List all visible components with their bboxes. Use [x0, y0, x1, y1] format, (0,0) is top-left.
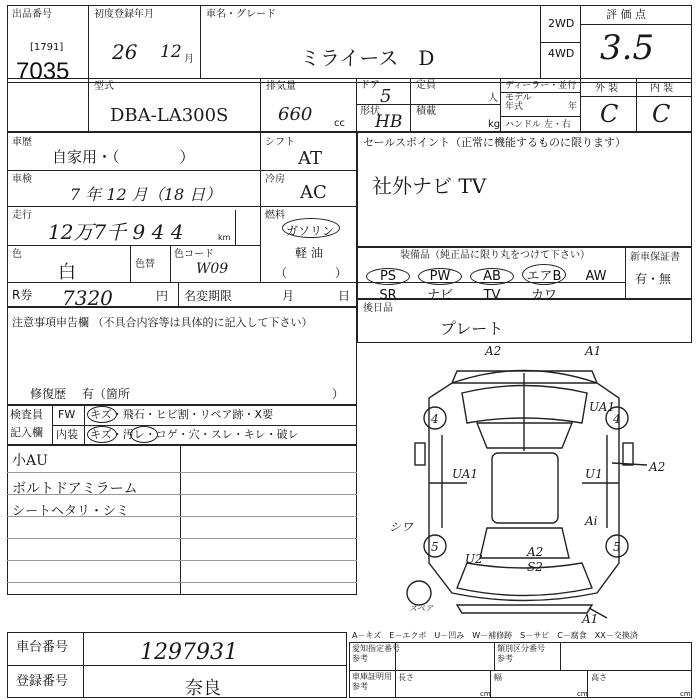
- color-value: 白: [58, 262, 76, 283]
- warranty-label: 新車保証書: [630, 252, 680, 263]
- inspection-value: 7 年 12 月（18 日）: [70, 185, 222, 204]
- damage-legend: A－キズ E－エクボ U－凹み W－補修跡 S－サビ C－腐食 XX－交換済: [352, 631, 638, 640]
- note-rule-line: [7, 560, 357, 561]
- damage-label: Ai: [585, 514, 598, 528]
- usage-value: 自家用・（ ）: [52, 148, 195, 166]
- equipment-item: ナビ: [426, 288, 453, 303]
- exterior-grade: C: [600, 100, 619, 128]
- note-rule-line: [7, 472, 357, 473]
- damage-label: シワ: [389, 520, 414, 534]
- height-label: 高さ: [591, 673, 607, 682]
- handwritten-note-3: シートヘタリ・シミ: [12, 504, 130, 519]
- model-year-label: モデル 年式: [505, 93, 532, 112]
- body-type: HB: [375, 112, 403, 132]
- damage-label: S2: [527, 560, 543, 574]
- door-count: 5: [380, 86, 392, 107]
- width-label: 幅: [494, 673, 502, 682]
- handle-label: ハンドル 左・右: [505, 120, 571, 130]
- first-registration-year: 26: [112, 40, 138, 64]
- equipment-item: AW: [585, 269, 607, 284]
- capacity-label: 定員: [416, 80, 436, 91]
- damage-label: U2: [465, 552, 483, 566]
- first-registration-month: 12: [160, 42, 182, 62]
- length-cm: cm: [480, 690, 491, 698]
- registration-number: 奈良: [185, 678, 221, 699]
- damage-label: A1: [582, 612, 599, 625]
- equipment-item: SR: [379, 288, 397, 303]
- damage-label: 4: [613, 412, 621, 426]
- warranty-value: 有・無: [635, 272, 672, 286]
- displacement: 660: [278, 104, 313, 125]
- damage-label: A2: [649, 460, 666, 474]
- month-suffix: 月: [184, 54, 194, 65]
- equipment-item: TV: [483, 288, 501, 303]
- color-change-label: 色替: [135, 259, 155, 270]
- equipment-label: 装備品（純正品に限り丸をつけて下さい）: [400, 250, 590, 261]
- garage-cert-label: 車庫証明用 参考: [352, 672, 392, 691]
- body-label: 形状: [360, 106, 380, 117]
- cc-unit: cc: [334, 118, 345, 129]
- chassis-label: 車台番号: [16, 640, 69, 655]
- name-change-month: 月: [282, 289, 295, 303]
- length-label: 長さ: [398, 673, 414, 682]
- equipment-item: PW: [418, 268, 462, 285]
- interior-check-label: 内装: [56, 428, 78, 441]
- fuel-other: （ ）: [275, 266, 348, 280]
- shop-code-label: 愛知指定番号 参考: [352, 644, 400, 663]
- width-cm: cm: [577, 690, 588, 698]
- fuel-gasoline: ガソリン: [286, 224, 335, 238]
- equipment-item: AB: [470, 268, 514, 285]
- fw-label: FW: [58, 408, 76, 421]
- usage-label: 車歴: [12, 137, 32, 148]
- car-name: ミライース D: [300, 46, 435, 70]
- registration-label: 登録番号: [16, 674, 69, 689]
- fuel-diesel: 軽 油: [295, 246, 323, 260]
- handwritten-note-1: 小AU: [12, 453, 48, 469]
- ac-label: 冷房: [265, 174, 285, 185]
- capacity-unit: 人: [488, 93, 498, 104]
- recycle-label: R券: [12, 288, 33, 302]
- fuel-selected-circle: [282, 218, 340, 238]
- entry-label: 記入欄: [10, 426, 43, 439]
- name-change-day: 日: [338, 289, 351, 303]
- inspector-label: 検査員: [10, 408, 43, 421]
- displacement-label: 排気量: [266, 81, 296, 92]
- rating-label: 評 価 点: [606, 8, 646, 21]
- height-cm: cm: [680, 690, 691, 698]
- damage-label: UA1: [452, 467, 479, 481]
- interior-label: 内 装: [650, 83, 674, 94]
- rating-score: 3.5: [600, 28, 655, 68]
- repair-close: ）: [332, 387, 345, 401]
- damage-label: A1: [585, 344, 602, 358]
- day-items-box: [357, 299, 692, 343]
- lot-number-label: 出品番号: [12, 9, 52, 20]
- fuel-label: 燃料: [265, 210, 285, 221]
- color-code: W09: [196, 261, 229, 277]
- fw-items: キズ・飛石・ヒビ割・リペア跡・X要: [90, 408, 274, 421]
- color-label: 色: [12, 249, 22, 260]
- km-unit: km: [218, 233, 231, 242]
- car-name-label: 車名・グレード: [206, 9, 276, 20]
- car-damage-diagram: [357, 343, 692, 625]
- year-unit: 年: [568, 102, 578, 112]
- shift-value: AT: [298, 148, 323, 169]
- damage-label: A2: [527, 545, 544, 559]
- fw-scratch-circle: [87, 406, 117, 423]
- notes-label: 注意事項申告欄 （不具合内容等は具体的に記入して下さい）: [12, 316, 313, 329]
- equipment-item: カワ: [530, 288, 557, 303]
- drive-2wd: 2WD: [548, 17, 575, 30]
- lot-number: 7035: [16, 58, 70, 85]
- damage-label: 4: [431, 412, 439, 426]
- day-items-label: 後日品: [363, 303, 393, 314]
- load-label: 積載: [416, 106, 436, 117]
- door-label: ドア: [360, 80, 380, 91]
- model-label: 型式: [94, 81, 114, 92]
- note-rule-line: [7, 538, 357, 539]
- day-items-text: プレート: [440, 319, 504, 338]
- equipment-item: エアB: [522, 264, 566, 285]
- damage-label: UA1: [589, 400, 616, 414]
- model-code: DBA-LA300S: [110, 105, 229, 126]
- drive-4wd: 4WD: [548, 47, 575, 60]
- inspection-label: 車検: [12, 174, 32, 185]
- sales-point-label: セールスポイント（正常に機能するものに限ります）: [363, 136, 627, 149]
- mileage-label: 走行: [12, 210, 32, 221]
- damage-label: 5: [431, 540, 439, 554]
- load-unit: kg: [488, 119, 501, 130]
- damage-label: 5: [613, 540, 621, 554]
- ac-value: AC: [300, 182, 327, 203]
- color-code-label: 色コード: [174, 249, 214, 260]
- recycle-value: 7320: [62, 286, 113, 310]
- first-registration-label: 初度登録年月: [94, 9, 154, 20]
- interior-grade: C: [652, 100, 671, 128]
- dealer-label: ディーラー・並行: [505, 81, 577, 91]
- lot-sub-number: [1791]: [30, 42, 64, 53]
- damage-label: A2: [485, 344, 502, 358]
- notes-lines-area: [7, 445, 357, 595]
- chassis-number: 1297931: [140, 640, 238, 665]
- yen-unit: 円: [156, 289, 169, 303]
- equipment-item: PS: [366, 268, 410, 285]
- repair-history-label: 修復歴 有（箇所: [30, 387, 130, 401]
- note-rule-line: [7, 582, 357, 583]
- name-change-label: 名変期限: [184, 289, 233, 303]
- handwritten-note-2: ボルトドアミラーム: [12, 481, 138, 497]
- interior-items: キズ・汚レ・コゲ・穴・スレ・キレ・破レ: [90, 428, 299, 441]
- sales-point-text: 社外ナビ TV: [372, 174, 487, 198]
- exterior-label: 外 装: [595, 83, 619, 94]
- shift-label: シフト: [265, 137, 295, 148]
- class-code-label: 類別区分番号 参考: [497, 644, 545, 663]
- mileage-value: 12万7千 9 4 4: [48, 220, 184, 244]
- damage-label: スペア: [409, 604, 433, 613]
- equipment-row-1: [362, 264, 624, 285]
- interior-scratch-circle: [87, 426, 117, 443]
- damage-label: U1: [585, 467, 603, 481]
- interior-stain-circle: [130, 426, 158, 443]
